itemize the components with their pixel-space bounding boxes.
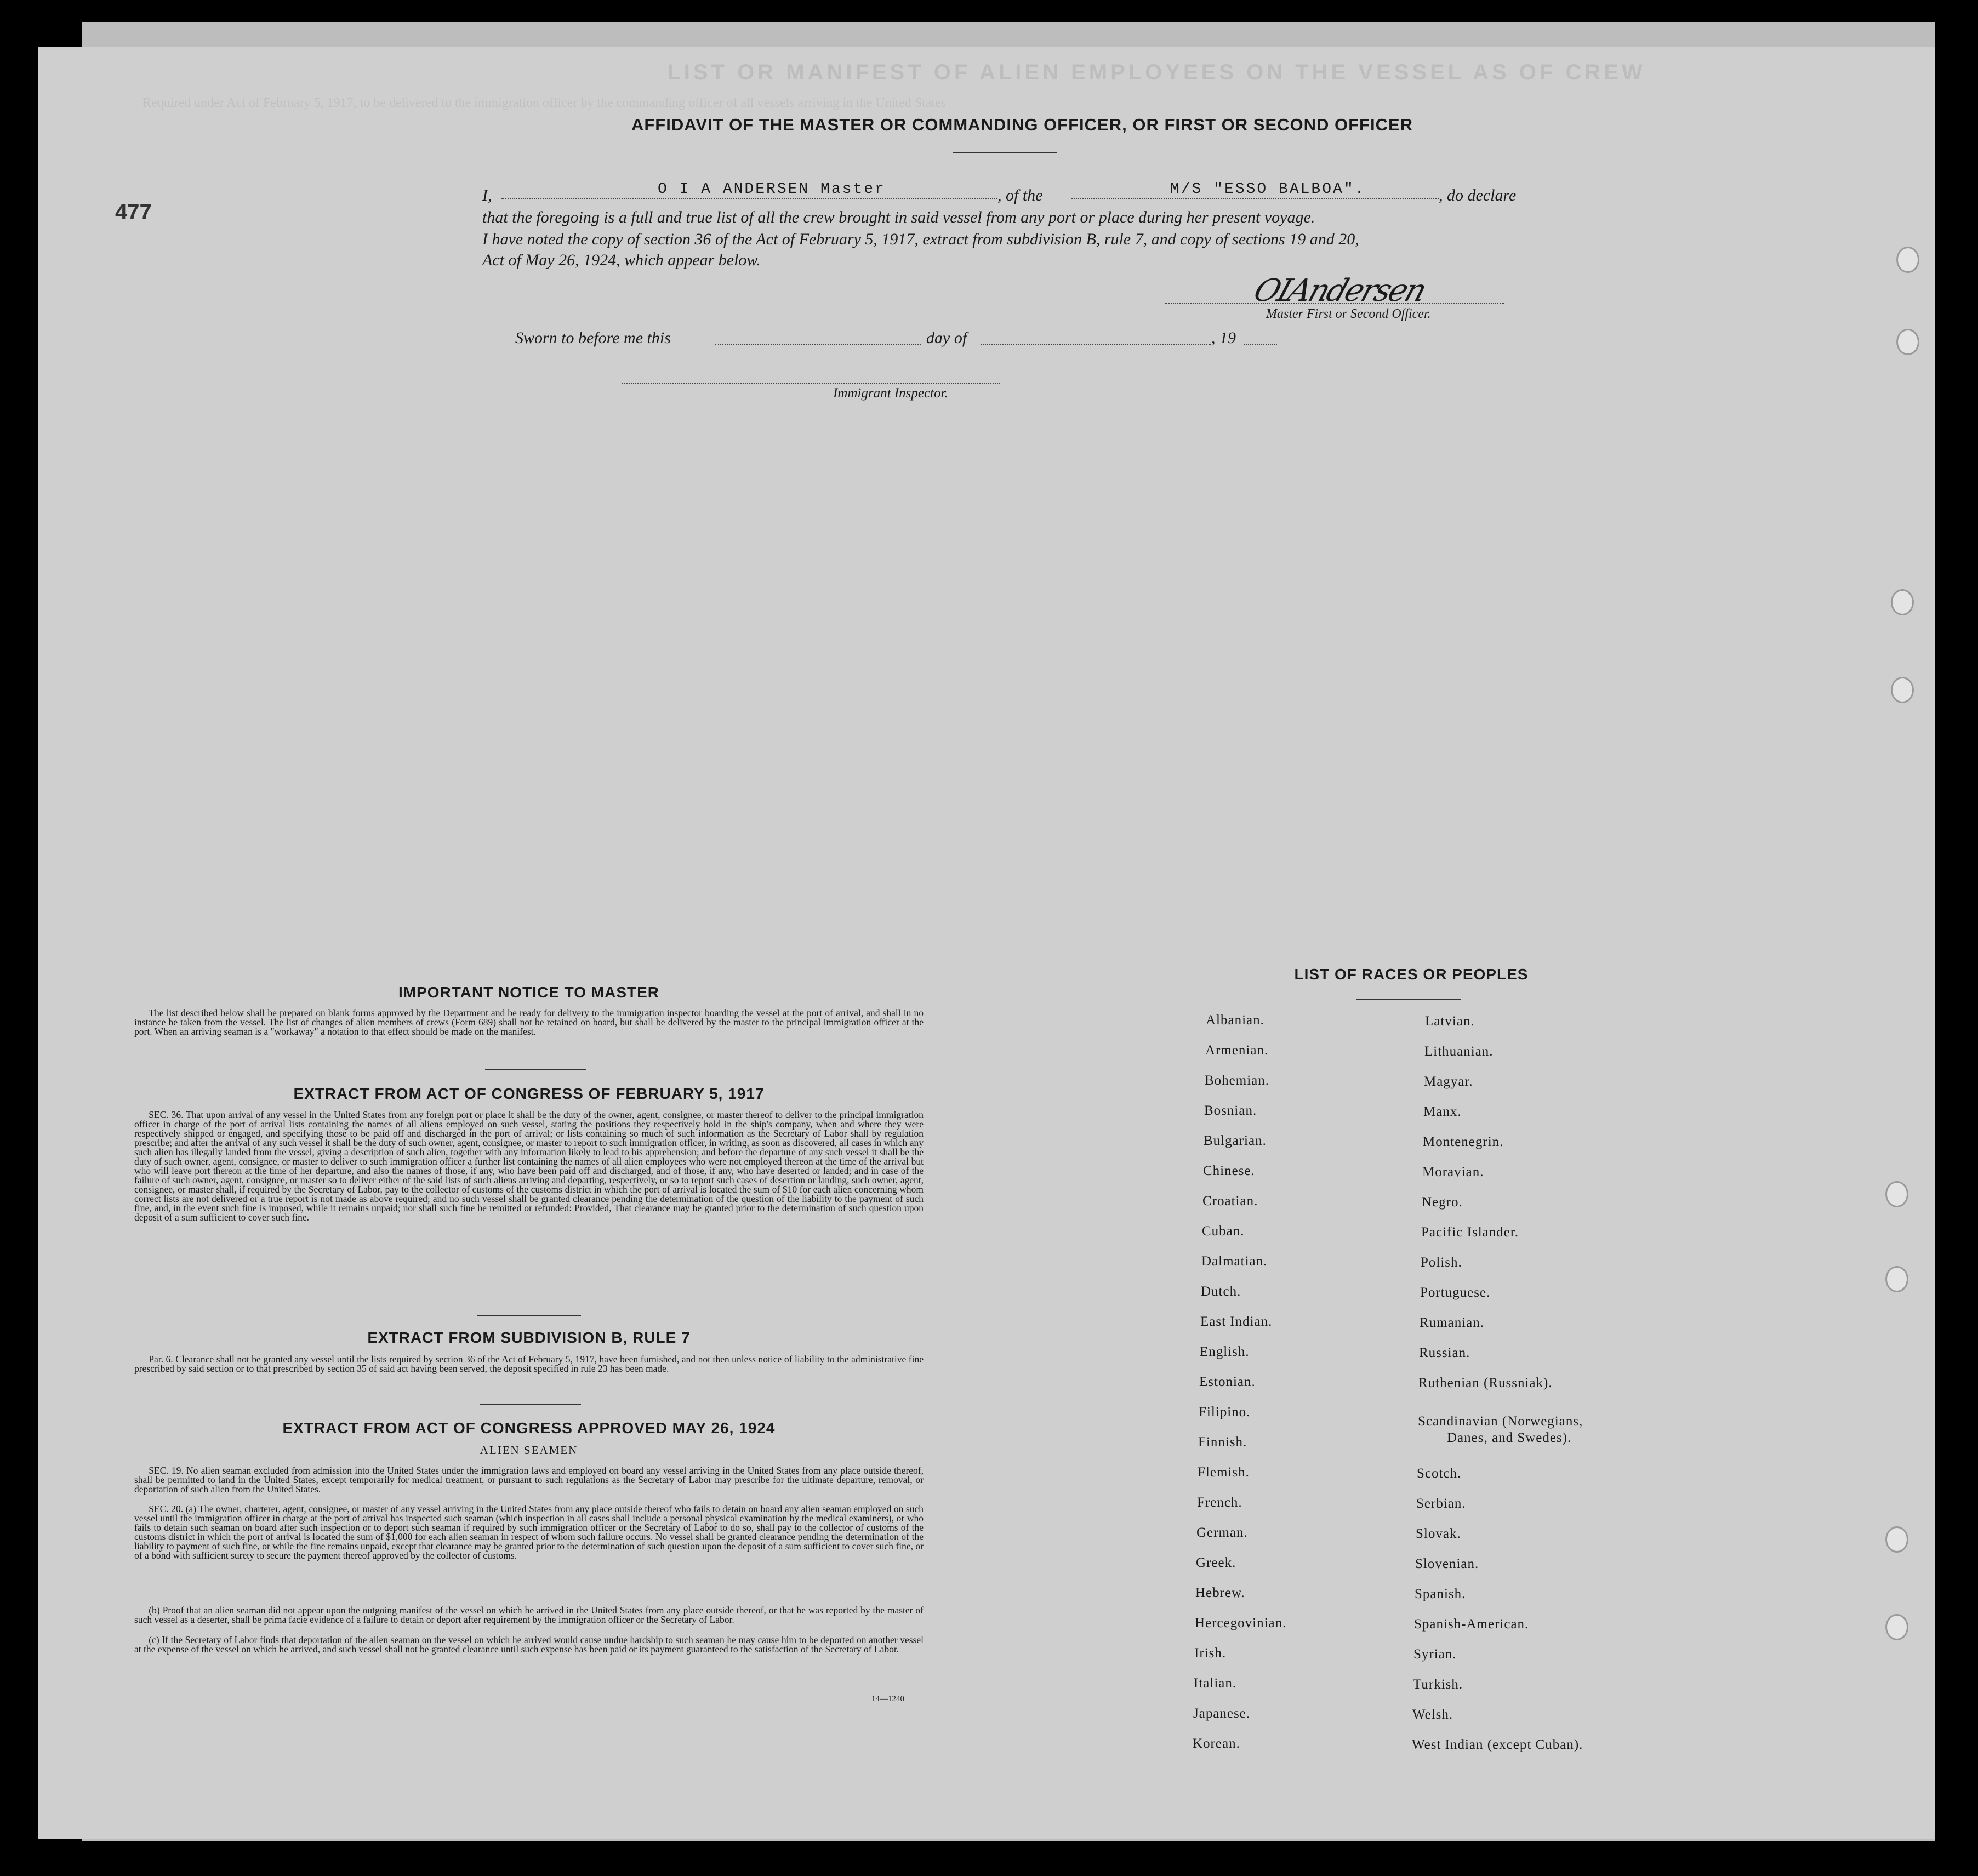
sec-19-text: SEC. 19. No alien seaman excluded from admission into the United States under the immigration laws and employed on board any vessel arriving in the United States from any place outside thereof, shall be permitted to land in the United States, except temporarily for medical treatment, or pursuant to such regulations as the Secretary of Labor may prescribe for the ultimate departure, removal, or deportation of such alien from the United States.: [134, 1465, 924, 1495]
affidavit-line-3: I have noted the copy of section 36 of the Act of February 5, 1917, extract from subdivision B, rule 7, and copy of sections 19 and 20,: [482, 230, 1359, 248]
race-item: Hebrew.: [1195, 1586, 1245, 1600]
affidavit-pronoun: I,: [482, 186, 492, 204]
vessel-line: [1071, 198, 1439, 199]
race-item: Moravian.: [1422, 1165, 1484, 1179]
race-item: Albanian.: [1206, 1013, 1264, 1028]
race-item: Chinese.: [1203, 1164, 1255, 1178]
punch-hole: [1885, 1181, 1908, 1207]
punch-hole: [1891, 589, 1914, 615]
race-item: Flemish.: [1198, 1465, 1250, 1480]
master-signature: OIAndersen: [1249, 273, 1430, 309]
margin-number: 477: [115, 200, 152, 224]
affidavit-title: AFFIDAVIT OF THE MASTER OR COMMANDING OFFICER, OR FIRST OR SECOND OFFICER: [631, 115, 1413, 134]
race-item: Korean.: [1193, 1736, 1240, 1751]
sworn-label: Sworn to before me this: [515, 329, 671, 347]
race-item: Estonian.: [1199, 1375, 1256, 1389]
race-item: Turkish.: [1413, 1677, 1463, 1692]
punch-hole: [1896, 247, 1919, 273]
race-item: Slovenian.: [1415, 1556, 1479, 1571]
race-item: Rumanian.: [1420, 1315, 1485, 1330]
title-rule: [953, 152, 1057, 153]
race-item: Spanish.: [1415, 1587, 1466, 1601]
section-rule: [480, 1404, 581, 1405]
alien-seamen-subhead: ALIEN SEAMEN: [480, 1444, 578, 1457]
signature-line: [1165, 303, 1504, 304]
punch-hole: [1885, 1266, 1908, 1292]
race-item: French.: [1197, 1495, 1242, 1510]
race-item: Russian.: [1419, 1345, 1470, 1360]
year-label: , 19: [1211, 329, 1236, 347]
signature-caption: Master First or Second Officer.: [1266, 307, 1431, 321]
punch-hole: [1891, 677, 1914, 703]
subdivision-b-title: EXTRACT FROM SUBDIVISION B, RULE 7: [367, 1329, 691, 1346]
race-item: Slovak.: [1416, 1526, 1461, 1541]
race-item: German.: [1196, 1525, 1248, 1540]
master-name: O I A ANDERSEN Master: [658, 181, 886, 198]
race-item: Welsh.: [1412, 1707, 1453, 1722]
extract-1924-title: EXTRACT FROM ACT OF CONGRESS APPROVED MAY 26, 1924: [282, 1419, 776, 1436]
race-item: Scotch.: [1417, 1466, 1462, 1481]
race-item: Japanese.: [1193, 1706, 1251, 1721]
race-item: Dutch.: [1201, 1284, 1241, 1299]
sworn-day-line: [715, 344, 921, 345]
race-item: Finnish.: [1198, 1435, 1247, 1450]
race-item: Danes, and Swedes).: [1447, 1430, 1572, 1445]
race-item: Negro.: [1422, 1195, 1463, 1210]
race-item: Armenian.: [1205, 1043, 1269, 1058]
race-item: Hercegovinian.: [1195, 1616, 1287, 1630]
race-item: Syrian.: [1413, 1647, 1457, 1662]
notice-title: IMPORTANT NOTICE TO MASTER: [398, 984, 660, 1001]
race-item: Irish.: [1194, 1646, 1227, 1661]
bleed-through-title: LIST OR MANIFEST OF ALIEN EMPLOYEES ON THE VESSEL AS OF CREW: [667, 60, 1646, 84]
race-item: Polish.: [1421, 1255, 1462, 1270]
races-rule: [1356, 999, 1461, 1000]
race-item: Magyar.: [1424, 1074, 1473, 1089]
inspector-caption: Immigrant Inspector.: [833, 386, 948, 401]
extract-1917-title: EXTRACT FROM ACT OF CONGRESS OF FEBRUARY 5, 1917: [293, 1085, 765, 1102]
day-of-label: day of: [926, 329, 967, 347]
race-item: Bosnian.: [1204, 1103, 1257, 1118]
section-rule: [477, 1315, 581, 1316]
race-item: Filipino.: [1199, 1405, 1251, 1419]
race-item: Portuguese.: [1420, 1285, 1491, 1300]
form-sheet: [38, 47, 1935, 1839]
races-title: LIST OF RACES OR PEOPLES: [1294, 966, 1529, 983]
race-item: West Indian (except Cuban).: [1412, 1737, 1583, 1752]
race-item: English.: [1200, 1344, 1250, 1359]
vessel-name: M/S "ESSO BALBOA".: [1170, 181, 1366, 198]
race-item: Pacific Islander.: [1421, 1225, 1519, 1240]
inspector-line: [622, 383, 1000, 384]
race-item: Greek.: [1196, 1555, 1236, 1570]
sworn-year-line: [1244, 344, 1277, 345]
sec-20c-text: (c) If the Secretary of Labor finds that deportation of the alien seaman on the vessel on which he arrived would cause undue hardship to such seaman he may cause him to be deported on another vessel at the expense of the vessel on which he arrived, and such vessel shall not be granted clearance until such expense has been paid or its payment guaranteed to the satisfaction of the Secretary of Labor.: [134, 1634, 924, 1655]
race-item: Dalmatian.: [1201, 1254, 1268, 1269]
race-item: Manx.: [1423, 1104, 1462, 1119]
race-item: East Indian.: [1200, 1314, 1273, 1329]
sworn-month-line: [981, 344, 1211, 345]
sec-20b-text: (b) Proof that an alien seaman did not appear upon the outgoing manifest of the vessel on which he arrived in the United States from any place outside thereof, or that he was reported by the master of such vessel as a deserter, shall be prima facie evidence of a failure to detain or deport after requirement by the immigration officer or the Secretary of Labor.: [134, 1605, 924, 1625]
affidavit-line-4: Act of May 26, 1924, which appear below.: [482, 251, 761, 269]
race-item: Bulgarian.: [1204, 1133, 1267, 1148]
section-rule: [485, 1069, 586, 1070]
race-item: Spanish-American.: [1414, 1617, 1529, 1632]
sec-20a-text: SEC. 20. (a) The owner, charterer, agent, consignee, or master of any vessel arriving in the United States from any place outside thereof who fails to detain on board any alien seaman employed on such vessel until the immigration officer in charge at the port of arrival has inspected such seaman (which inspection in all cases shall include a personal physical examination by the medical examiners), or who fails to detain such seaman on board after such inspection or to deport such seaman if required by such immigration officer or the Secretary of Labor to do so, shall pay to the collector of customs of the customs district in which the port of arrival is located the sum of $1,000 for each alien seaman in respect of whom such failure occurs. No vessel shall be granted clearance pending the determination of the liability to payment of such fine, or while the fine remains unpaid, except that clearance may be granted prior to the determination of such question upon the deposit of a sum sufficient to cover such fine, or of a bond with sufficient surety to secure the payment thereof approved by the collector of customs.: [134, 1503, 924, 1561]
punch-hole: [1885, 1526, 1908, 1553]
of-the-label: , of the: [997, 186, 1043, 204]
race-item: Ruthenian (Russniak).: [1418, 1376, 1553, 1390]
extract-1917-sec36: SEC. 36. That upon arrival of any vessel in the United States from any foreign port or place it shall be the duty of the owner, agent, consignee, or master thereof to deliver to the principal immigration officer in charge of the port of arrival lists containing the names of all aliens employed on such vessel, stating the positions they respectively hold in the ship's company, when and where they were respectively shipped or engaged, and specifying those to be paid off and discharged in the port of arrival; or lists containing so much of such information as the Secretary of Labor shall by regulation prescribe; and after the arrival of any such vessel it shall be the duty of such owner, agent, consignee, or master to report to such immigration officer, in writing, as soon as discovered, all cases in which any such alien has illegally landed from the vessel, giving a description of such alien, together with any information likely to lead to his apprehension; and before the departure of any such vessel it shall be the duty of such owner, agent, consignee, or master to deliver to such immigration officer a further list containing the names of all alien employees who were not employed thereon at the time of the arrival but who will leave port thereon at the time of her departure, and also the names of those, if any, who have been paid off and discharged, and of those, if any, who have deserted or landed; and in case of the failure of such owner, agent, consignee, or master so to deliver either of the said lists of such aliens arriving and departing, respectively, or so to report such cases of desertion or landing, such owner, agent, consignee, or master shall, if required by the Secretary of Labor, pay to the collector of customs of the customs district in which the port of arrival is located the sum of $10 for each alien concerning whom correct lists are not delivered or a true report is not made as above required; and no such vessel shall be granted clearance pending the determination of the question of the liability to the payment of such fine, and, in the event such fine is imposed, while it remains unpaid; nor shall such fine be remitted or refunded: Provided, That clearance may be granted prior to the determination of such question upon deposit of a sum sufficient to cover such fine.: [134, 1109, 924, 1223]
punch-hole: [1885, 1614, 1908, 1640]
race-item: Lithuanian.: [1424, 1044, 1494, 1059]
do-declare-label: , do declare: [1439, 186, 1517, 204]
race-item: Italian.: [1194, 1676, 1237, 1691]
race-item: Scandinavian (Norwegians,: [1418, 1414, 1583, 1429]
race-item: Bohemian.: [1205, 1073, 1270, 1088]
affidavit-line-2: that the foregoing is a full and true list of all the crew brought in said vessel from any port or place during her present voyage.: [482, 208, 1315, 226]
notice-text: The list described below shall be prepared on blank forms approved by the Department and be ready for delivery to the immigration inspector boarding the vessel at the port of arrival, and shall in no instance be taken from the vessel. The list of changes of alien members of crews (Form 689) shall not be retained on board, but shall be delivered by the master to the principal immigration officer at the port. When an arriving seaman is a "workaway" a notation to that effect should be made on the manifest.: [134, 1007, 924, 1037]
race-item: Montenegrin.: [1423, 1134, 1504, 1149]
bleed-through-subtitle: Required under Act of February 5, 1917, to be delivered to the immigration officer by the commanding officer of all vessels arriving in the United States: [142, 96, 947, 110]
race-item: Cuban.: [1202, 1224, 1245, 1239]
race-item: Latvian.: [1425, 1014, 1475, 1029]
name-line: [501, 198, 997, 199]
punch-hole: [1896, 329, 1919, 355]
race-item: Croatian.: [1202, 1194, 1258, 1208]
form-number: 14—1240: [871, 1695, 904, 1703]
subdivision-b-text: Par. 6. Clearance shall not be granted any vessel until the lists required by section 36 of the Act of February 5, 1917, have been furnished, and not then unless notice of liability to the administrative fine prescribed by said section or to that prescribed by section 35 of said act having been served, the deposit specified in rule 23 has been made.: [134, 1354, 924, 1374]
race-item: Serbian.: [1416, 1496, 1466, 1511]
